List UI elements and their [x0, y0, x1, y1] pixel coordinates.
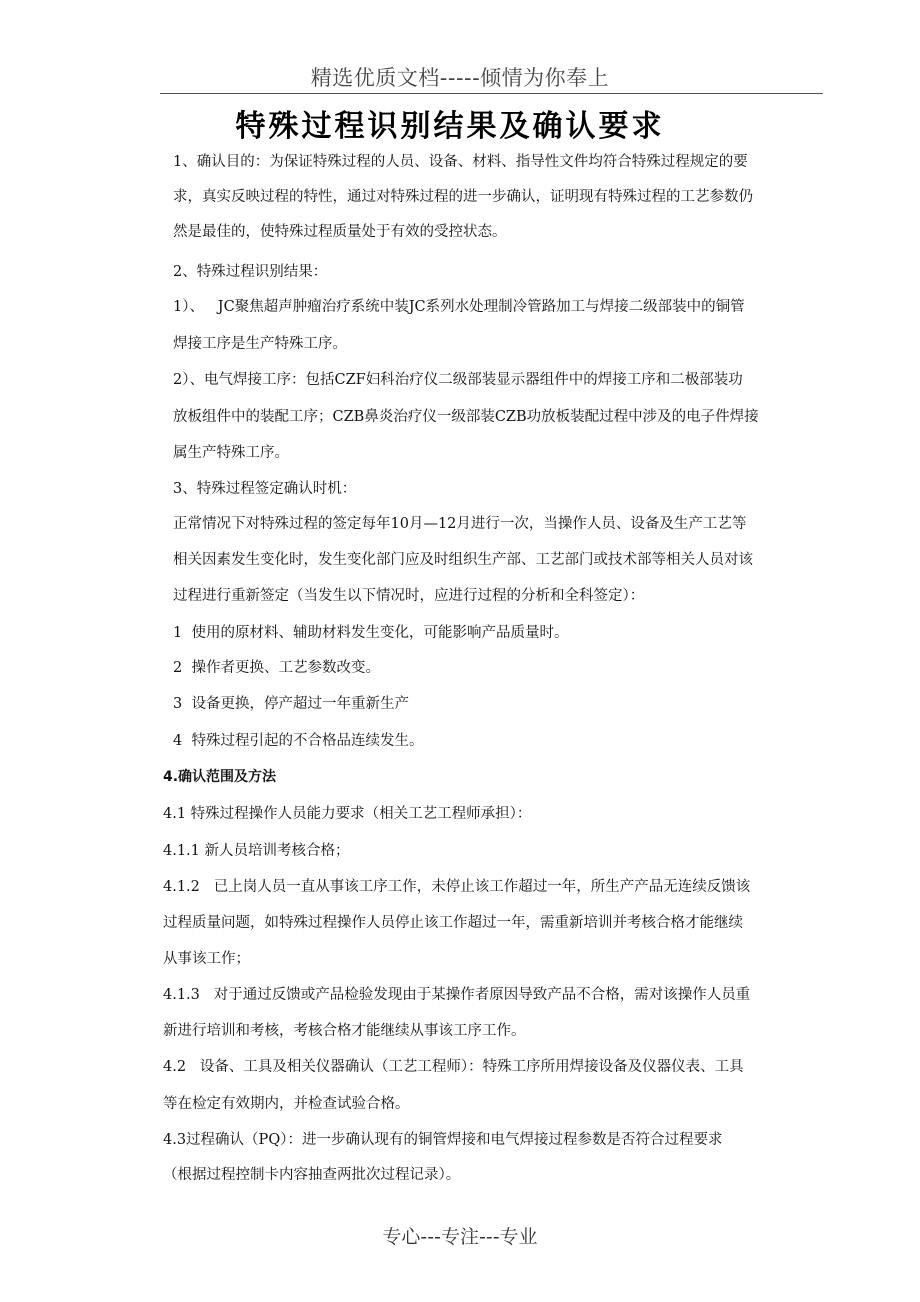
- subsection-4-3-line-2: （根据过程控制卡内容抽查两批次过程记录）。: [163, 1167, 461, 1183]
- condition-1: 1 使用的原材料、辅助材料发生变化，可能影响产品质量时。: [173, 625, 569, 641]
- subsection-4-1-3-line-1: 4.1.3 对于通过反馈或产品检验发现由于某操作者原因导致产品不合格，需对该操作人员重: [163, 987, 751, 1003]
- subsection-4-1: 4.1 特殊过程操作人员能力要求（相关工艺工程师承担）：: [163, 806, 532, 822]
- section-heading-identification: 2、特殊过程识别结果：: [173, 264, 328, 280]
- page-footer: 专心---专注---专业: [382, 1226, 538, 1248]
- item-2-line-2: 放板组件中的装配工序；CZB鼻炎治疗仪一级部装CZB功放板装配过程中涉及的电子件焊接: [173, 409, 759, 425]
- condition-3: 3 设备更换，停产超过一年重新生产: [173, 696, 409, 712]
- paragraph-purpose-line-2: 求，真实反映过程的特性，通过对特殊过程的进一步确认，证明现有特殊过程的工艺参数仍: [173, 189, 753, 205]
- item-2-line-1: 2）、电气焊接工序：包括CZF妇科治疗仪二级部装显示器组件中的焊接工序和二极部装功: [173, 372, 743, 388]
- subsection-4-2-line-2: 等在检定有效期内，并检查试验合格。: [163, 1096, 410, 1112]
- subsection-4-1-2-line-1: 4.1.2 已上岗人员一直从事该工序工作，未停止该工作超过一年，所生产产品无连续反馈该: [163, 879, 751, 895]
- subsection-4-2-line-1: 4.2 设备、工具及相关仪器确认（工艺工程师）：特殊工序所用焊接设备及仪器仪表、工具: [163, 1059, 744, 1075]
- condition-4: 4 特殊过程引起的不合格品连续发生。: [173, 733, 424, 749]
- subsection-4-1-2-line-2: 过程质量问题，如特殊过程操作人员停止该工作超过一年，需重新培训并考核合格才能继续: [163, 915, 743, 931]
- document-title: 特殊过程识别结果及确认要求: [235, 109, 665, 144]
- subsection-4-1-2-line-3: 从事该工作；: [163, 951, 250, 967]
- item-1-line-2: 焊接工序是生产特殊工序。: [173, 336, 347, 352]
- paragraph-purpose-line-3: 然是最佳的，使特殊过程质量处于有效的受控状态。: [173, 224, 507, 240]
- timing-paragraph-line-2: 相关因素发生变化时，发生变化部门应及时组织生产部、工艺部门或技术部等相关人员对该: [173, 552, 753, 568]
- section-heading-scope: 4.确认范围及方法: [163, 769, 277, 785]
- page-header: 精选优质文档-----倾情为你奉上: [310, 66, 610, 90]
- paragraph-purpose-line-1: 1、确认目的：为保证特殊过程的人员、设备、材料、指导性文件均符合特殊过程规定的要: [173, 154, 748, 170]
- timing-paragraph-line-3: 过程进行重新签定（当发生以下情况时，应进行过程的分析和全科签定）：: [173, 588, 645, 604]
- subsection-4-1-3-line-2: 新进行培训和考核，考核合格才能继续从事该工序工作。: [163, 1023, 526, 1039]
- subsection-4-1-1: 4.1.1 新人员培训考核合格；: [163, 843, 350, 859]
- subsection-4-3-line-1: 4.3过程确认（PQ）：进一步确认现有的铜管焊接和电气焊接过程参数是否符合过程要求: [163, 1132, 723, 1148]
- timing-paragraph-line-1: 正常情况下对特殊过程的签定每年10月—12月进行一次，当操作人员、设备及生产工艺等: [173, 516, 747, 532]
- section-heading-timing: 3、特殊过程签定确认时机：: [173, 481, 357, 497]
- condition-2: 2 操作者更换、工艺参数改变。: [173, 660, 380, 676]
- item-2-line-3: 属生产特殊工序。: [173, 445, 289, 461]
- item-1-line-1: 1）、 JC聚焦超声肿瘤治疗系统中装JC系列水处理制冷管路加工与焊接二级部装中的铜管: [173, 299, 745, 315]
